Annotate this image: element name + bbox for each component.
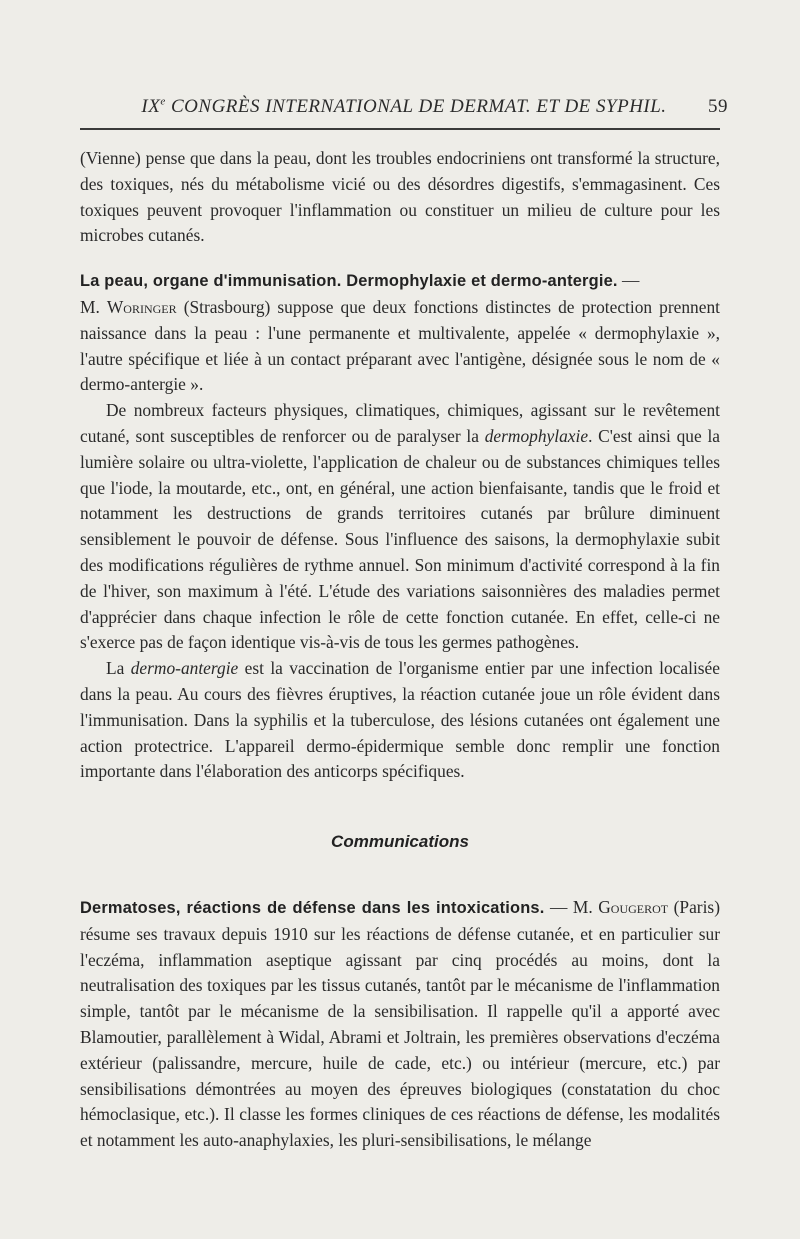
page-number: 59 — [708, 96, 728, 117]
body-text — [80, 146, 720, 1154]
author-name: Gougerot — [598, 896, 669, 917]
author-name: Woringer — [106, 296, 177, 317]
header-rule — [80, 128, 720, 130]
paragraph-woringer: La peau, organe d'immunisation. Dermophylaxie et dermo-antergie. — M. Woringer (Strasbourg) suppose que deux fonctions distinctes de protection prennent naissance dans la peau : l'une permanente et multivalente, appelée « dermophylaxie », l'autre spécifique et liée à un contact préparant avec l'antigène, désignée sous le nom de « dermo-antergie ». — [80, 270, 720, 395]
paragraph-gougerot: Dermatoses, réactions de défense dans les intoxications. — M. Gougerot (Paris) résume ses travaux depuis 1910 sur les réactions de défense cutanée, et en particulier sur l'eczéma, inflammation aseptique agissant par cinq procédés au moins, dont la neutralisation des toxiques par les tissus cutanés, tantôt par le mécanisme de l'inflammation simple, tantôt par le mécanisme de la sensibilisation. Il rappelle qu'il a apporté avec Blamoutier, parallèlement à Widal, Abrami et Joltrain, les premières observations d'eczéma extérieur (palissandre, mercure, huile de cade, etc.) ou intérieur (mercure, etc.) par sensibilisations démontrées au moyen des épreuves biologiques (constatation du choc hémoclasique, etc.). Il classe les formes cliniques de ces réactions de défense, les modalités et notamment les auto-anaphylaxies, les pluri-sensibilisations, le mélange — [80, 896, 720, 1151]
running-title: IXe CONGRÈS INTERNATIONAL DE DERMAT. ET DE SYPHIL. — [141, 96, 667, 118]
section-title: Communications — [331, 832, 469, 852]
running-header — [80, 96, 728, 118]
paragraph: (Vienne) pense que dans la peau, dont les troubles endocriniens ont transformé la structure, des toxiques, nés du métabolisme vicié ou des désordres digestifs, s'emmagasinent. Ces toxiques peuvent provoquer l'inflammation ou constituer un milieu de culture pour les microbes cutanés. — [80, 148, 720, 246]
paragraph: De nombreux facteurs physiques, climatiques, chimiques, agissant sur le revêtement cutané, sont susceptibles de renforcer ou de paralyser la dermophylaxie. C'est ainsi que la lumière solaire ou ultra-violette, l'application de chaleur ou de substances chimiques telles que l'iode, la moutarde, etc., ont, en général, une action bienfaisante, tandis que le froid et notamment les destructions de grands territoires cutanés par brûlure diminuent sensiblement le pouvoir de défense. Sous l'influence des saisons, la dermophylaxie subit des modifications régulières de rythme annuel. Son minimum d'activité correspond à la fin de l'hiver, son maximum à l'été. L'étude des variations saisonnières des maladies permet d'apprécier dans chaque infection le rôle de cette fonction cutanée. En effet, celle-ci ne s'exerce pas de façon identique vis-à-vis de tous les germes pathogènes. — [80, 400, 720, 653]
paragraph: La dermo-antergie est la vaccination de l'organisme entier par une infection localisée dans la peau. Au cours des fièvres éruptives, la réaction cutanée joue un rôle évident dans l'immunisation. Dans la syphilis et la tuberculose, des lésions cutanées ont également une action protectrice. L'appareil dermo-épidermique semble donc remplir une fonction importante dans l'élaboration des anticorps spécifiques. — [80, 658, 720, 782]
subsection-heading: La peau, organe d'immunisation. Dermophylaxie et dermo-antergie. — [80, 272, 618, 291]
subsection-heading: Dermatoses, réactions de défense dans les intoxications. — [80, 898, 545, 917]
